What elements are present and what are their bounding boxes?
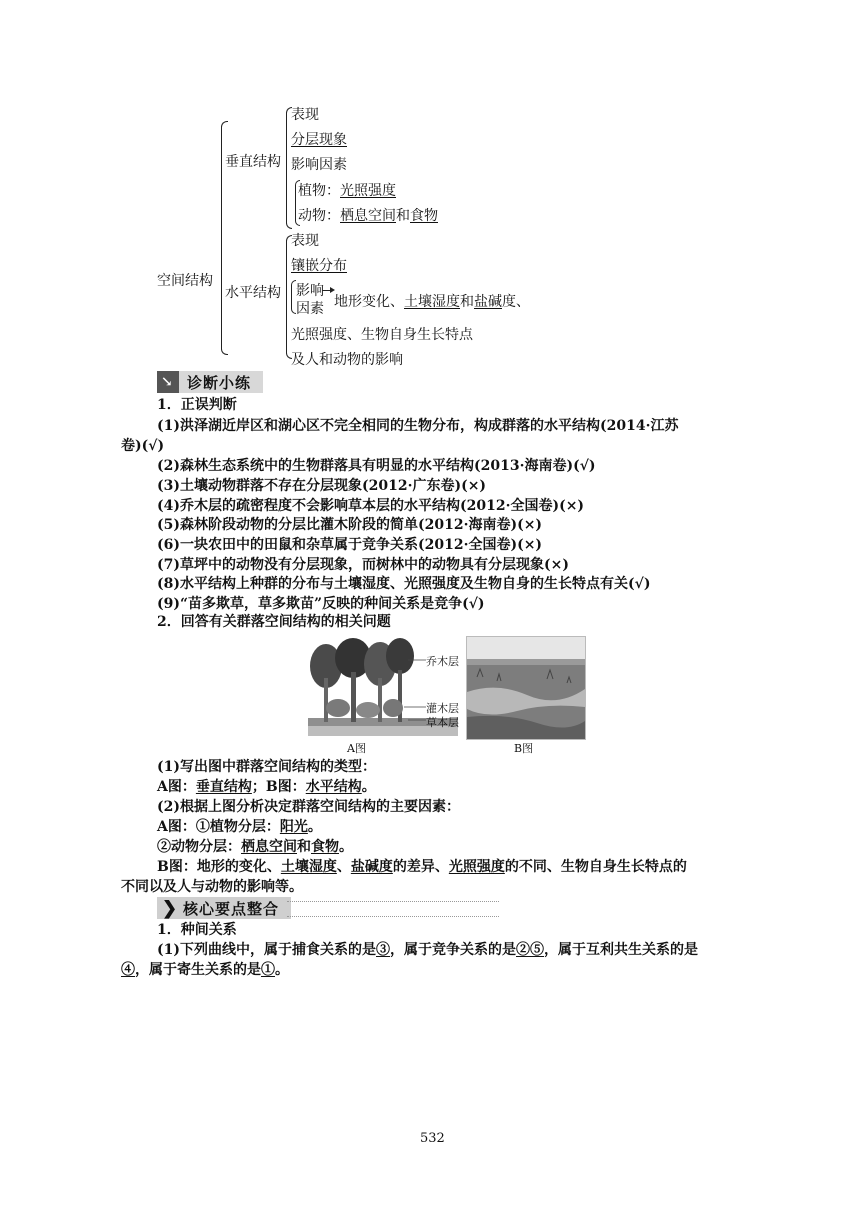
wetland-photo xyxy=(467,637,585,739)
vertical-item-3: 影响因素 xyxy=(291,157,347,173)
judge-item-4: (4)乔木层的疏密程度不会影响草本层的水平结构(2012·全国卷)(×) xyxy=(157,498,585,514)
judge-item-1b: 卷)(√) xyxy=(121,438,165,454)
section-badge-core: ❯ 核心要点整合 xyxy=(157,897,291,919)
badge-chevron-icon: ❯ xyxy=(162,898,179,919)
horizontal-item-4: 因素 xyxy=(296,301,324,317)
horizontal-factor-brace xyxy=(291,280,296,314)
badge-arrow-icon: ↘ xyxy=(161,374,174,390)
judge-item-7: (7)草坪中的动物没有分层现象，而树林中的动物具有分层现象(×) xyxy=(157,557,569,573)
page-number: 532 xyxy=(420,1131,445,1146)
judge-item-8: (8)水平结构上种群的分布与土壤湿度、光照强度及生物自身的生长特点有关(√) xyxy=(157,576,651,592)
vertical-item-1: 表现 xyxy=(291,107,319,123)
judge-item-6: (6)一块农田中的田鼠和杂草属于竞争关系(2012·全国卷)(×) xyxy=(157,537,543,553)
answer-2b: ②动物分层：栖息空间和食物。 xyxy=(157,839,353,855)
badge-dotted-rule xyxy=(287,901,499,917)
section2-title: 1．种间关系 xyxy=(157,922,237,938)
factor-plant: 植物：光照强度 xyxy=(298,183,396,199)
mindmap-root: 空间结构 xyxy=(157,273,213,289)
vertical-label: 垂直结构 xyxy=(225,154,281,170)
factor-animal: 动物：栖息空间和食物 xyxy=(298,208,438,224)
q2-sub2: (2)根据上图分析决定群落空间结构的主要因素： xyxy=(157,799,460,815)
q1-title: 1．正误判断 xyxy=(157,397,237,413)
horizontal-item-3: 影响 xyxy=(296,283,324,299)
section2-p1-line2: ④，属于寄生关系的是①。 xyxy=(121,962,289,978)
judge-item-1a: (1)洪泽湖近岸区和湖心区不完全相同的生物分布，构成群落的水平结构(2014·江苏 xyxy=(157,418,679,434)
figure-a xyxy=(308,638,464,738)
figure-b xyxy=(466,636,586,740)
answer-1: A图：垂直结构；B图：水平结构。 xyxy=(157,779,376,795)
horizontal-item-1: 表现 xyxy=(291,233,319,249)
section-badge-diagnosis: ↘ 诊断小练 xyxy=(157,371,263,393)
horizontal-item-2: 镶嵌分布 xyxy=(291,258,347,274)
q2-title: 2．回答有关群落空间结构的相关问题 xyxy=(157,614,391,630)
judge-item-5: (5)森林阶段动物的分层比灌木阶段的简单(2012·海南卷)(×) xyxy=(157,517,543,533)
label-tree-layer: 乔木层 xyxy=(426,655,459,668)
caption-b: B图 xyxy=(514,742,534,755)
caption-a: A图 xyxy=(347,742,366,755)
label-shrub-layer: 灌木层 xyxy=(426,702,459,715)
answer-2c-line2: 不同以及人与动物的影响等。 xyxy=(121,879,303,895)
answer-2a: A图：①植物分层：阳光。 xyxy=(157,819,322,835)
horizontal-line-2: 光照强度、生物自身生长特点 xyxy=(291,327,473,343)
answer-2c-line1: B图：地形的变化、土壤湿度、盐碱度的差异、光照强度的不同、生物自身生长特点的 xyxy=(157,859,687,875)
horizontal-factor-line: 地形变化、土壤湿度和盐碱度、 xyxy=(334,294,530,310)
judge-item-3: (3)土壤动物群落不存在分层现象(2012·广东卷)(×) xyxy=(157,478,487,494)
horizontal-line-3: 及人和动物的影响 xyxy=(291,352,403,368)
vertical-item-2: 分层现象 xyxy=(291,132,347,148)
label-herb-layer: 草本层 xyxy=(426,716,459,729)
judge-item-9: (9)“苗多欺草，草多欺苗”反映的种间关系是竞争(√) xyxy=(157,596,485,612)
judge-item-2: (2)森林生态系统中的生物群落具有明显的水平结构(2013·海南卷)(√) xyxy=(157,458,596,474)
q2-sub1: (1)写出图中群落空间结构的类型： xyxy=(157,759,376,775)
horizontal-label: 水平结构 xyxy=(225,285,281,301)
section2-p1-line1: (1)下列曲线中，属于捕食关系的是③，属于竞争关系的是②⑤，属于互利共生关系的是 xyxy=(157,942,698,958)
